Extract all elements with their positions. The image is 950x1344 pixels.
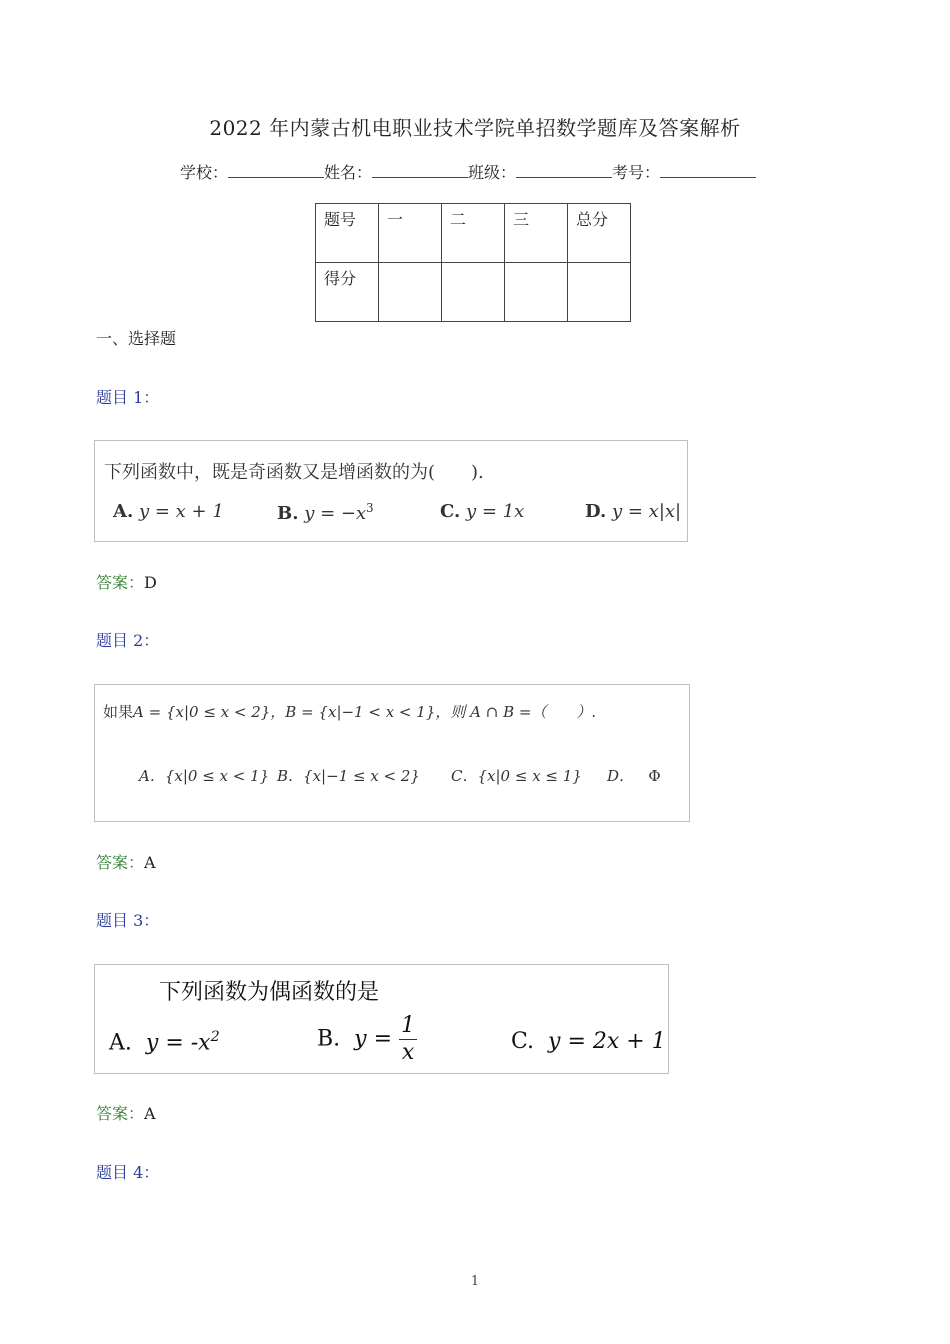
option-text: y = x + 1 — [138, 501, 224, 522]
fraction-numerator: 1 — [401, 1013, 416, 1038]
question-1-option-b — [277, 501, 374, 524]
name-label: 姓名： — [324, 163, 373, 182]
score-header-cell: 三 — [505, 204, 568, 263]
question-3-answer — [96, 1101, 156, 1124]
answer-label: 答案： — [96, 853, 145, 872]
option-text: {x|−1 ≤ x < 2} — [303, 767, 420, 785]
score-table-header-row — [316, 204, 631, 263]
score-header-cell: 一 — [379, 204, 442, 263]
question-3-stem: 下列函数为偶函数的是 — [159, 980, 380, 1005]
question-2-stem — [103, 701, 596, 722]
option-text: y = −x — [304, 503, 367, 524]
question-2-option-d — [607, 765, 661, 786]
question-1-option-d — [585, 501, 681, 522]
question-3-box — [94, 964, 669, 1074]
option-text: y = x|x| — [611, 501, 682, 522]
exam-number-label: 考号： — [612, 163, 661, 182]
answer-value: A — [144, 853, 156, 872]
option-text: y = 2x + 1 — [548, 1029, 666, 1054]
option-letter: D． — [607, 767, 635, 785]
score-header-cell: 总分 — [568, 204, 631, 263]
question-3-heading: 题目 3： — [96, 911, 160, 930]
page-number: 1 — [470, 1274, 480, 1289]
document-title: 2022 年内蒙古机电职业技术学院单招数学题库及答案解析 — [209, 116, 741, 140]
fraction — [399, 1015, 417, 1064]
exam-number-blank — [660, 163, 756, 178]
option-letter: A. — [109, 1030, 132, 1056]
answer-value: D — [144, 573, 157, 592]
answer-value: A — [144, 1104, 156, 1123]
option-letter: A． — [139, 767, 165, 785]
option-letter: B. — [277, 503, 299, 524]
question-2-stem-math: A = {x|0 ≤ x < 2}，B = {x|−1 < x < 1}，则 A ∩ B =（ ）. — [133, 703, 597, 721]
score-table-score-row — [316, 263, 631, 322]
question-1-option-a — [113, 501, 224, 522]
option-text: Φ — [648, 767, 661, 785]
question-1-heading: 题目 1： — [96, 388, 160, 407]
question-1-answer — [96, 570, 157, 593]
question-4-heading: 题目 4： — [96, 1163, 160, 1182]
score-header-cell: 二 — [442, 204, 505, 263]
option-letter: B. — [317, 1026, 341, 1052]
score-cell — [442, 263, 505, 322]
option-text: y = -x — [145, 1030, 211, 1056]
question-2-box — [94, 684, 690, 822]
info-line — [180, 160, 756, 183]
class-label: 班级： — [468, 163, 517, 182]
question-2-answer — [96, 850, 156, 873]
option-letter: B． — [277, 767, 304, 785]
option-letter: C. — [440, 501, 461, 522]
answer-label: 答案： — [96, 1104, 145, 1123]
section-title: 一、选择题 — [96, 329, 177, 348]
score-header-cell: 题号 — [316, 204, 379, 263]
question-2-option-c — [451, 765, 582, 786]
question-1-stem: 下列函数中，既是奇函数又是增函数的为( ). — [104, 462, 484, 483]
question-2-option-b — [277, 765, 420, 786]
question-2-stem-prefix: 如果 — [103, 703, 134, 721]
school-label: 学校： — [180, 163, 229, 182]
question-1-box — [94, 440, 688, 542]
question-2-option-a — [139, 765, 269, 786]
question-3-option-a — [109, 1029, 220, 1055]
school-blank — [228, 163, 324, 178]
option-text: {x|0 ≤ x ≤ 1} — [477, 767, 582, 785]
option-letter: A. — [113, 501, 134, 522]
class-blank — [516, 163, 612, 178]
score-row-label: 得分 — [316, 263, 379, 322]
answer-label: 答案： — [96, 573, 145, 592]
name-blank — [372, 163, 468, 178]
option-letter: C． — [451, 767, 478, 785]
score-cell — [568, 263, 631, 322]
question-2-heading: 题目 2： — [96, 631, 160, 650]
question-3-option-b — [317, 1015, 417, 1064]
option-letter: C. — [511, 1029, 535, 1054]
fraction-denominator: x — [401, 1040, 415, 1065]
option-exponent: 2 — [210, 1029, 220, 1045]
option-letter: D. — [585, 501, 607, 522]
option-exponent: 3 — [366, 501, 374, 515]
option-text: {x|0 ≤ x < 1} — [164, 767, 270, 785]
score-table — [315, 203, 631, 322]
question-3-option-c — [511, 1029, 666, 1054]
option-text: y = — [354, 1026, 393, 1052]
question-1-option-c — [440, 501, 524, 522]
score-cell — [379, 263, 442, 322]
score-cell — [505, 263, 568, 322]
option-text: y = 1x — [466, 501, 525, 522]
